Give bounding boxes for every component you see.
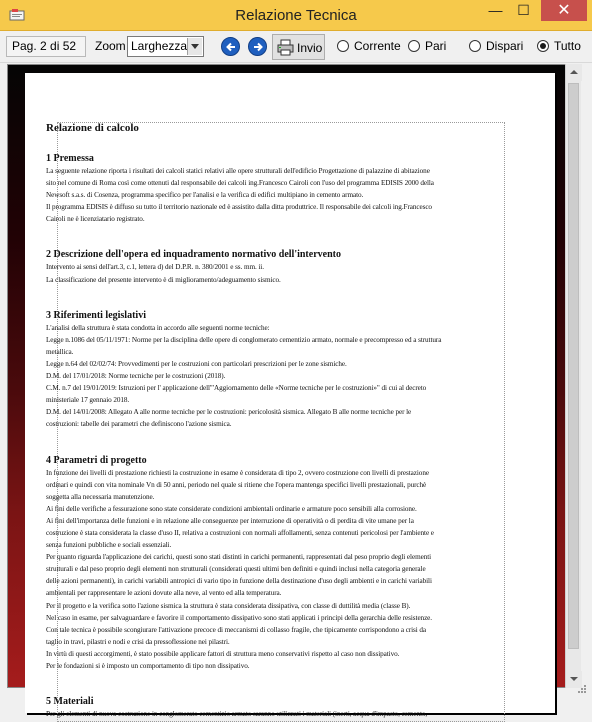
- title-bar: [0, 0, 592, 31]
- vertical-scrollbar[interactable]: [565, 64, 581, 688]
- paragraph-line: Per il progetto e la verifica sotto l'azione sismica la struttura è stata considerata dissipativa, con classe di duttilità media (classe B).: [46, 601, 411, 610]
- document-viewport[interactable]: [7, 64, 581, 719]
- print-label: Invio: [297, 41, 323, 55]
- document-body: [46, 115, 492, 720]
- paragraph-line: metallica.: [46, 347, 74, 356]
- radio-label: Pari: [425, 39, 447, 53]
- paragraph-line: Per gli elementi di nuova costruzione in conglomerato cementizio armato saranno utilizzati i materiali (inerti, acqua d'impasto, cemento,: [46, 710, 428, 719]
- radio-dot[interactable]: [337, 40, 349, 52]
- paragraph-line: Intervento ai sensi dell'art.3, c.1, lettera d) del D.P.R. n. 380/2001 e ss. mm. ii.: [46, 263, 264, 272]
- paragraph-line: Nel caso in esame, per salvaguardare e favorire il comportamento dissipativo sono stati applicati i principi della gerarchia delle resistenze.: [46, 613, 433, 622]
- paragraph-line: delle azioni permanenti), in carichi variabili antropici di vario tipo in funzione della destinazione d'uso degli ambienti e in carichi variabili: [46, 577, 432, 586]
- paragraph-line: In funzione dei livelli di prestazione richiesti la costruzione in esame è considerata di tipo 2, ovvero costruzione con livelli di prestazione: [46, 468, 429, 477]
- maximize-button[interactable]: ☐: [517, 2, 530, 18]
- paragraph-line: Per le fondazioni si è imposto un comportamento di tipo non dissipativo.: [46, 662, 250, 670]
- section-heading: 1 Premessa: [46, 153, 94, 164]
- paragraph-line: taglio in travi, pilastri e nodi e crisi da pressoflessione nei pilastri.: [46, 637, 230, 646]
- paragraph-line: ordinari e quindi con vita nominale Vn di 50 anni, periodo nel quale si ritiene che l'opera mantenga specifici livelli prestazionali, purchè: [46, 480, 427, 489]
- arrow-left-icon: [225, 41, 237, 53]
- scroll-up-button[interactable]: [566, 64, 582, 81]
- paragraph-line: Cairoli ne è licenziatario registrato.: [46, 215, 145, 224]
- section-heading: 2 Descrizione dell'opera ed inquadramento normativo dell'intervento: [46, 249, 341, 261]
- document-title: Relazione di calcolo: [46, 122, 139, 134]
- section-heading: 5 Materiali: [46, 696, 94, 708]
- radio-label: Dispari: [486, 39, 524, 53]
- radio-dot-selected[interactable]: [537, 40, 549, 52]
- paragraph-line: La seguente relazione riporta i risultati dei calcoli statici relativi alle opere strutturali dell'edificio Progettazione di palazzine di abitazione: [46, 167, 430, 175]
- paragraph-line: Per quanto riguarda l'applicazione dei carichi, questi sono stati distinti in carichi permanenti, rappresentati dal peso proprio degli elementi: [46, 553, 432, 562]
- paragraph-line: costruzioni: tabelle dei parametri che definiscono l'azione sismica.: [46, 420, 232, 429]
- page-indicator: Pag. 2 di 52: [6, 36, 86, 57]
- paragraph-line: L'analisi della struttura è stata condotta in accordo alle seguenti norme tecniche:: [46, 323, 270, 332]
- paragraph-line: ministeriale 17 gennaio 2018.: [46, 396, 130, 405]
- paragraph-line: Con tale tecnica è possibile scongiurare l'attivazione precoce di meccanismi di collasso fragile, che tipicamente corrispondono a crisi da: [46, 625, 427, 634]
- paragraph-line: soggetta alla necessaria manutenzione.: [46, 492, 155, 501]
- paragraph-line: La classificazione del presente intervento è di miglioramento/adeguamento sismico.: [46, 275, 281, 284]
- minimize-button[interactable]: —: [488, 2, 503, 18]
- paragraph-line: D.M. del 14/01/2008: Allegato A alle norme tecniche per le costruzioni: pericolosità sismica. Allegato B alle norme tecniche per le: [46, 408, 412, 417]
- paragraph-line: Legge n.64 del 02/02/74: Provvedimenti per le costruzioni con particolari prescrizioni per le zone sismiche.: [46, 359, 347, 368]
- paragraph-line: D.M. del 17/01/2018: Norme tecniche per le costruzioni (2018).: [46, 372, 226, 381]
- printer-icon: [277, 39, 294, 56]
- paragraph-line: Il programma EDISIS è diffuso su tutto il territorio nazionale ed è assistito dalla ditta produttrice. Il responsabile dei calcoli ing.Francesco: [46, 203, 432, 212]
- radio-label: Tutto: [554, 39, 581, 53]
- section-heading: 4 Parametri di progetto: [46, 454, 147, 466]
- zoom-select[interactable]: [127, 36, 204, 57]
- previous-page-button[interactable]: [221, 37, 240, 56]
- section-heading: 3 Riferimenti legislativi: [46, 309, 146, 321]
- paragraph-line: Legge n.1086 del 05/11/1971: Norme per la disciplina delle opere di conglomerato cementizio armato, normale e precompresso ed a struttura: [46, 335, 442, 344]
- paragraph-line: Ai fini delle verifiche a fessurazione sono state considerate condizioni ambientali ordinarie e armature poco sensibili alla corrosione.: [46, 504, 417, 513]
- scroll-thumb[interactable]: [568, 83, 579, 649]
- radio-label: Corrente: [354, 39, 401, 53]
- paragraph-line: C.M. n.7 del 19/01/2019: Istruzioni per l' applicazione dell'"Aggiornamento delle «Norme tecniche per le costruzioni»" di cui al decreto: [46, 384, 427, 393]
- print-button[interactable]: [272, 34, 325, 60]
- paragraph-line: Newsoft s.a.s. di Cosenza, programma specifico per l'analisi e la verifica di edifici multipiano in cemento armato.: [46, 191, 364, 200]
- radio-dot[interactable]: [469, 40, 481, 52]
- arrow-right-icon: [252, 41, 264, 53]
- paragraph-line: strutturali e dal peso proprio degli elementi non strutturali (considerati questi ultimi ben definiti e quindi inclusi nella categoria generale: [46, 565, 426, 574]
- paragraph-line: Ai fini dell'importanza delle funzioni e in relazione alle conseguenze per interruzione di operatività o di perdita di vite umane per la: [46, 516, 414, 525]
- zoom-value: Larghezza: [131, 39, 188, 53]
- zoom-label: Zoom: [95, 39, 126, 53]
- window-title: Relazione Tecnica: [235, 7, 357, 24]
- toolbar: [0, 31, 592, 63]
- resize-grip-icon[interactable]: [577, 684, 587, 694]
- paragraph-line: ambientali per rappresentare le azioni dovute alla neve, al vento ed alla temperatura.: [46, 589, 282, 598]
- document-sections: [46, 153, 492, 720]
- paragraph-line: sito nel comune di Roma così come ottenuti dal responsabile dei calcoli ing.Francesco Cairoli con l'uso del programma EDISIS 2000 della: [46, 179, 434, 188]
- radio-dot[interactable]: [408, 40, 420, 52]
- close-button[interactable]: ✕: [541, 0, 587, 21]
- paragraph-line: In virtù di questi accorgimenti, è stato possibile applicare fattori di struttura meno conservativi rispetto al caso non dissipativo.: [46, 649, 400, 658]
- paragraph-line: senza funzioni pubbliche e sociali essenziali.: [46, 541, 172, 550]
- next-page-button[interactable]: [248, 37, 267, 56]
- paragraph-line: costruzione è stata considerata la classe d'uso II, relativa a costruzioni con normali affollamenti, senza contenuti pericolosi per l'ambiente e: [46, 528, 434, 537]
- chevron-down-icon[interactable]: [187, 38, 202, 55]
